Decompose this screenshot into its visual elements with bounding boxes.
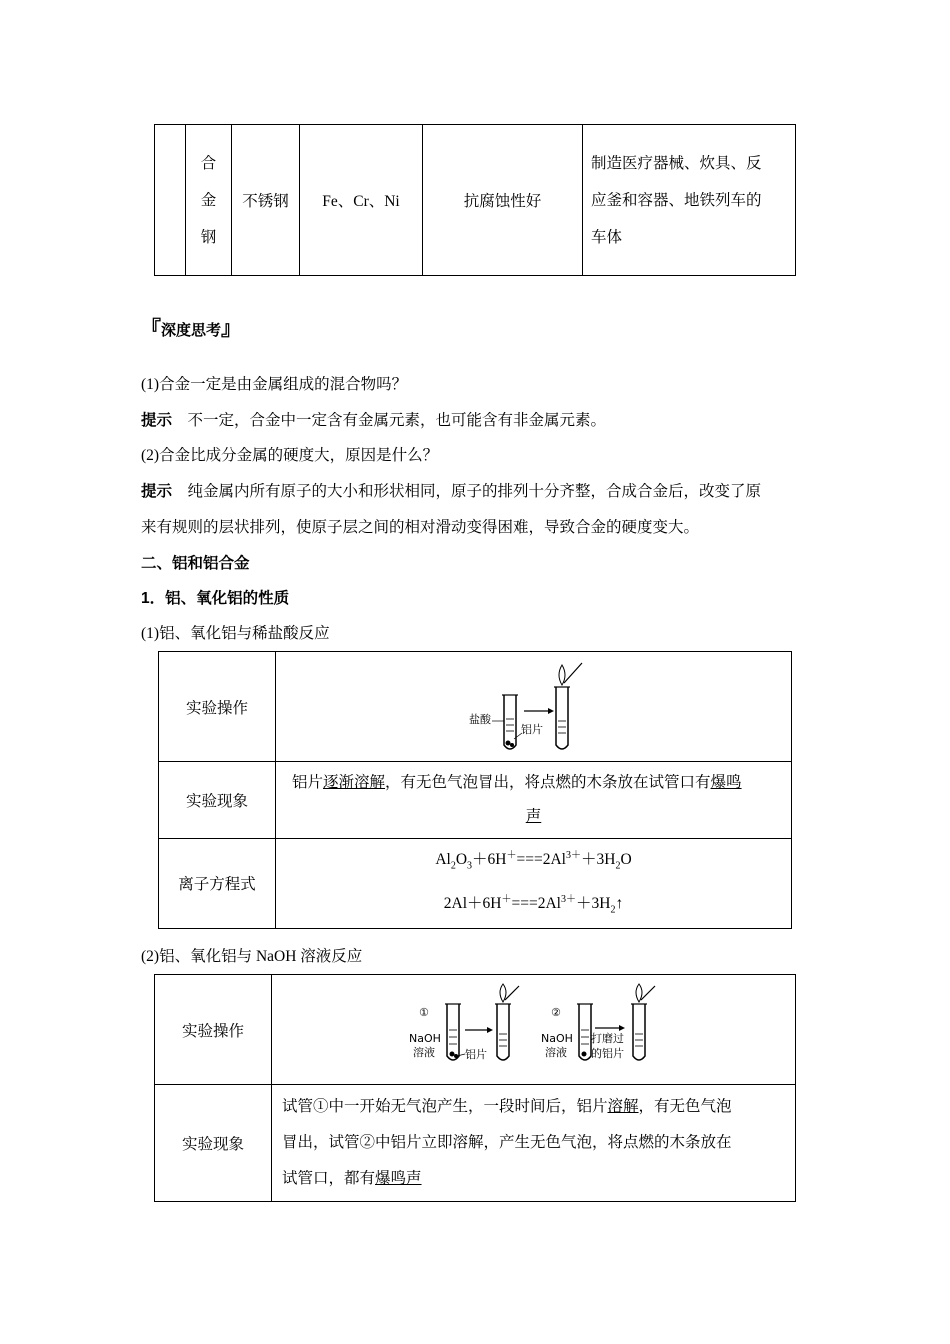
naoh-experiment-table — [154, 974, 796, 1202]
deep-thinking-heading: 『深度思考』 — [141, 318, 242, 340]
diagram-reagent-line1: NaOH — [540, 1032, 573, 1045]
label-phenomenon: 实验现象 — [155, 1085, 272, 1202]
alloy-table — [154, 124, 796, 276]
hcl-equation-cell — [276, 839, 792, 929]
hint-label: 提示 — [141, 412, 173, 429]
naoh-apparatus-diagram — [409, 982, 659, 1077]
hcl-phenomenon-cell: 铝片逐渐溶解，有无色气泡冒出，将点燃的木条放在试管口有爆鸣 声 — [276, 762, 792, 839]
paragraph-hcl: (1)铝、氧化铝与稀盐酸反应 — [141, 625, 330, 642]
underlined-answer: 声 — [525, 808, 542, 825]
hcl-apparatus-diagram — [464, 659, 604, 754]
right-bracket-icon: 』 — [221, 318, 242, 340]
underlined-answer: 爆鸣声 — [375, 1170, 422, 1187]
tube-number-2: ② — [550, 1006, 561, 1019]
diagram-reagent-line1: NaOH — [408, 1032, 441, 1045]
label-equation: 离子方程式 — [159, 839, 276, 929]
tube-number-1: ① — [418, 1006, 429, 1019]
equation-1: $Al_2O_3+6H^+===2Al^{3+}+3H_2O$ — [435, 850, 632, 872]
diagram-reagent-line2: 溶液 — [544, 1046, 567, 1059]
hcl-experiment-table — [158, 651, 792, 929]
hint-label: 提示 — [141, 483, 173, 500]
aluminum-piece-icon — [505, 741, 510, 746]
alloy-elements-cell: Fe、Cr、Ni — [300, 125, 423, 276]
diagram-label-solid: 铝片 — [520, 723, 543, 736]
alloy-name-cell: 不锈钢 — [232, 125, 300, 276]
blank-cell — [155, 125, 186, 276]
question-2: (2)合金比成分金属的硬度大，原因是什么？ — [141, 447, 439, 464]
left-bracket-icon: 『 — [141, 318, 161, 340]
answer-2-line-2: 来有规则的层状排列，使原子层之间的相对滑动变得困难，导致合金的硬度变大。 — [141, 519, 700, 536]
section-title: 二、铝和铝合金 — [141, 555, 250, 572]
diagram-solid-2-line2: 的铝片 — [590, 1047, 624, 1060]
subsection-title: 1．铝、氧化铝的性质 — [141, 590, 290, 607]
answer-1: 提示 不一定，合金中一定含有金属元素，也可能含有非金属元素。 — [141, 412, 607, 429]
naoh-phenomenon-cell: 试管①中一开始无气泡产生，一段时间后，铝片溶解，有无色气泡 冒出，试管②中铝片立即溶解，产生无色气泡，将点燃的木条放在 试管口，都有爆鸣声 — [272, 1085, 796, 1202]
diagram-reagent-line2: 溶液 — [412, 1046, 435, 1059]
alloy-uses-cell: 制造医疗器械、炊具、反 应釜和容器、地铁列车的 车体 — [583, 125, 796, 276]
label-operation: 实验操作 — [155, 975, 272, 1085]
naoh-diagram-cell — [272, 975, 796, 1085]
underlined-answer: 逐渐溶解 — [323, 774, 386, 791]
diagram-solid-2-line1: 打磨过 — [590, 1032, 624, 1045]
label-operation: 实验操作 — [159, 652, 276, 762]
underlined-answer: 爆鸣 — [710, 774, 742, 791]
answer-2-line-1: 提示 纯金属内所有原子的大小和形状相同，原子的排列十分齐整，合成合金后，改变了原 — [141, 483, 762, 500]
label-phenomenon: 实验现象 — [159, 762, 276, 839]
alloy-property-cell: 抗腐蚀性好 — [423, 125, 583, 276]
diagram-solid-1: 铝片 — [464, 1048, 487, 1061]
equation-2: $2Al+6H^+===2Al^{3+}+3H_2↑$ — [443, 894, 624, 916]
hcl-diagram-cell — [276, 652, 792, 762]
paragraph-naoh: (2)铝、氧化铝与 NaOH 溶液反应 — [141, 948, 363, 965]
alloy-category-cell: 合 金 钢 — [186, 125, 232, 276]
diagram-label-reagent: 盐酸 — [468, 713, 491, 726]
underlined-answer: 溶解 — [607, 1098, 639, 1115]
question-1: (1)合金一定是由金属组成的混合物吗？ — [141, 376, 408, 393]
